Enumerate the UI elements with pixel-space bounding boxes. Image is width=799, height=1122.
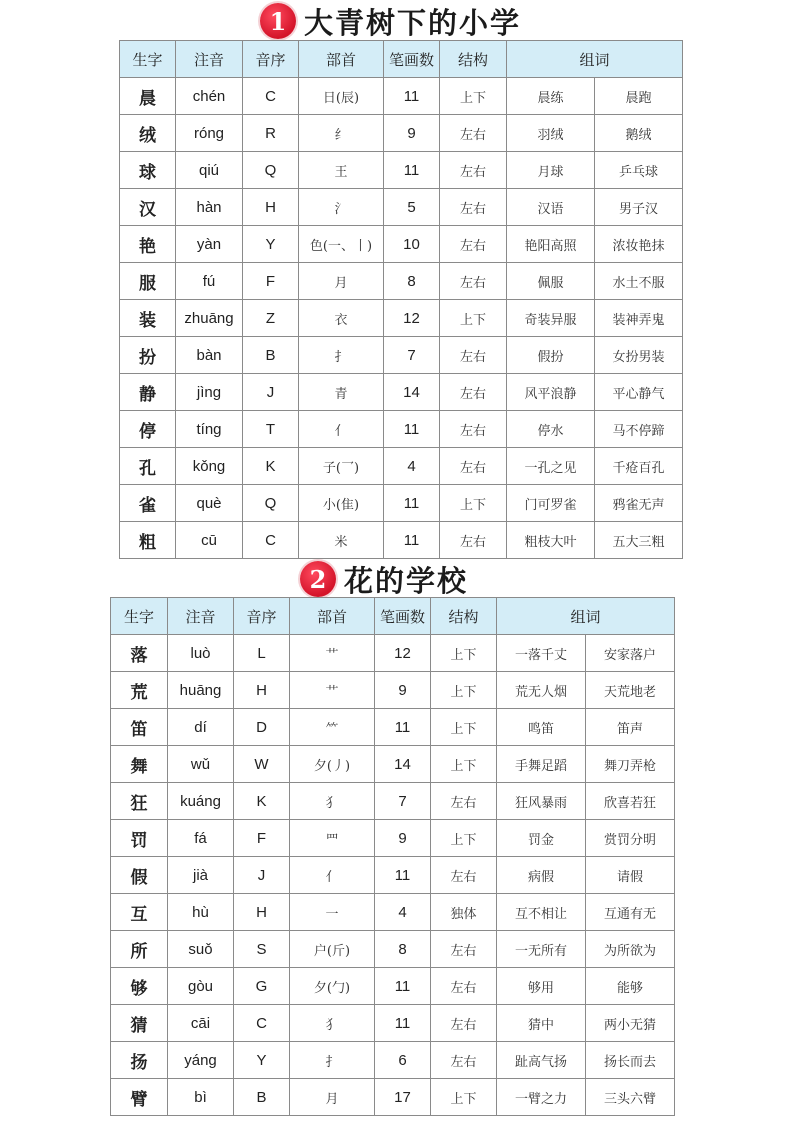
cell-word-2: 乒乓球 bbox=[595, 152, 683, 189]
cell-pinyin: yáng bbox=[168, 1042, 234, 1079]
cell-order: B bbox=[243, 337, 299, 374]
cell-char: 罚 bbox=[111, 820, 168, 857]
cell-char: 停 bbox=[120, 411, 176, 448]
cell-char: 够 bbox=[111, 968, 168, 1005]
header-char: 生字 bbox=[120, 41, 176, 78]
cell-pinyin: cū bbox=[176, 522, 243, 559]
table-row bbox=[120, 411, 683, 448]
cell-word-2: 五大三粗 bbox=[595, 522, 683, 559]
table-row bbox=[111, 783, 675, 820]
cell-structure: 左右 bbox=[431, 783, 497, 820]
cell-strokes: 17 bbox=[375, 1079, 431, 1116]
cell-structure: 左右 bbox=[440, 374, 507, 411]
cell-order: H bbox=[243, 189, 299, 226]
cell-structure: 左右 bbox=[440, 448, 507, 485]
cell-radical: 衣 bbox=[299, 300, 384, 337]
cell-word-1: 羽绒 bbox=[507, 115, 595, 152]
cell-radical: 犭 bbox=[290, 783, 375, 820]
cell-word-2: 安家落户 bbox=[586, 635, 675, 672]
cell-pinyin: jìng bbox=[176, 374, 243, 411]
cell-radical: 纟 bbox=[299, 115, 384, 152]
cell-strokes: 10 bbox=[384, 226, 440, 263]
cell-pinyin: tíng bbox=[176, 411, 243, 448]
header-radical: 部首 bbox=[299, 41, 384, 78]
cell-char: 臂 bbox=[111, 1079, 168, 1116]
cell-word-1: 趾高气扬 bbox=[497, 1042, 586, 1079]
cell-radical: 夕(丿) bbox=[290, 746, 375, 783]
cell-word-1: 月球 bbox=[507, 152, 595, 189]
cell-char: 狂 bbox=[111, 783, 168, 820]
cell-word-1: 粗枝大叶 bbox=[507, 522, 595, 559]
cell-order: Q bbox=[243, 152, 299, 189]
cell-pinyin: qiú bbox=[176, 152, 243, 189]
cell-order: S bbox=[234, 931, 290, 968]
cell-pinyin: kuáng bbox=[168, 783, 234, 820]
cell-pinyin: yàn bbox=[176, 226, 243, 263]
cell-order: H bbox=[234, 672, 290, 709]
cell-char: 孔 bbox=[120, 448, 176, 485]
table-row bbox=[120, 374, 683, 411]
cell-char: 艳 bbox=[120, 226, 176, 263]
cell-strokes: 11 bbox=[375, 968, 431, 1005]
cell-word-2: 装神弄鬼 bbox=[595, 300, 683, 337]
cell-pinyin: fá bbox=[168, 820, 234, 857]
cell-char: 汉 bbox=[120, 189, 176, 226]
cell-word-2: 水土不服 bbox=[595, 263, 683, 300]
table-row bbox=[120, 522, 683, 559]
cell-char: 舞 bbox=[111, 746, 168, 783]
cell-radical: 扌 bbox=[290, 1042, 375, 1079]
header-radical: 部首 bbox=[290, 598, 375, 635]
table-row bbox=[120, 263, 683, 300]
cell-word-2: 马不停蹄 bbox=[595, 411, 683, 448]
cell-word-2: 扬长而去 bbox=[586, 1042, 675, 1079]
cell-char: 猜 bbox=[111, 1005, 168, 1042]
cell-order: J bbox=[243, 374, 299, 411]
cell-order: Q bbox=[243, 485, 299, 522]
cell-structure: 左右 bbox=[431, 968, 497, 1005]
cell-structure: 左右 bbox=[440, 411, 507, 448]
cell-radical: 户(斤) bbox=[290, 931, 375, 968]
cell-strokes: 11 bbox=[384, 152, 440, 189]
cell-strokes: 8 bbox=[384, 263, 440, 300]
cell-radical: 子(乛) bbox=[299, 448, 384, 485]
cell-word-2: 赏罚分明 bbox=[586, 820, 675, 857]
cell-word-1: 鸣笛 bbox=[497, 709, 586, 746]
cell-word-1: 罚金 bbox=[497, 820, 586, 857]
header-strokes: 笔画数 bbox=[375, 598, 431, 635]
cell-structure: 独体 bbox=[431, 894, 497, 931]
table-row bbox=[120, 115, 683, 152]
table-body bbox=[120, 78, 683, 559]
cell-pinyin: bì bbox=[168, 1079, 234, 1116]
cell-word-1: 停水 bbox=[507, 411, 595, 448]
cell-radical: 米 bbox=[299, 522, 384, 559]
cell-pinyin: róng bbox=[176, 115, 243, 152]
cell-char: 落 bbox=[111, 635, 168, 672]
cell-radical: 小(隹) bbox=[299, 485, 384, 522]
cell-structure: 上下 bbox=[440, 485, 507, 522]
cell-structure: 上下 bbox=[440, 78, 507, 115]
cell-order: Y bbox=[243, 226, 299, 263]
section-title-1 bbox=[260, 2, 521, 40]
header-pinyin: 注音 bbox=[176, 41, 243, 78]
cell-pinyin: hù bbox=[168, 894, 234, 931]
cell-order: K bbox=[234, 783, 290, 820]
cell-order: Z bbox=[243, 300, 299, 337]
cell-structure: 左右 bbox=[440, 189, 507, 226]
cell-char: 装 bbox=[120, 300, 176, 337]
cell-order: C bbox=[234, 1005, 290, 1042]
header-words: 组词 bbox=[497, 598, 675, 635]
cell-char: 互 bbox=[111, 894, 168, 931]
cell-word-1: 奇装异服 bbox=[507, 300, 595, 337]
table-row bbox=[111, 857, 675, 894]
cell-word-1: 门可罗雀 bbox=[507, 485, 595, 522]
cell-radical: 氵 bbox=[299, 189, 384, 226]
cell-structure: 上下 bbox=[431, 672, 497, 709]
cell-order: F bbox=[234, 820, 290, 857]
cell-pinyin: zhuāng bbox=[176, 300, 243, 337]
header-words: 组词 bbox=[507, 41, 683, 78]
table-row bbox=[111, 1005, 675, 1042]
cell-char: 绒 bbox=[120, 115, 176, 152]
cell-pinyin: wǔ bbox=[168, 746, 234, 783]
cell-structure: 上下 bbox=[431, 635, 497, 672]
table-row bbox=[120, 337, 683, 374]
cell-pinyin: gòu bbox=[168, 968, 234, 1005]
table-row bbox=[120, 226, 683, 263]
cell-order: R bbox=[243, 115, 299, 152]
header-pinyin: 注音 bbox=[168, 598, 234, 635]
cell-char: 服 bbox=[120, 263, 176, 300]
cell-word-1: 猜中 bbox=[497, 1005, 586, 1042]
cell-word-1: 一无所有 bbox=[497, 931, 586, 968]
cell-structure: 左右 bbox=[440, 152, 507, 189]
cell-strokes: 12 bbox=[384, 300, 440, 337]
cell-order: D bbox=[234, 709, 290, 746]
cell-radical: 月 bbox=[290, 1079, 375, 1116]
cell-strokes: 4 bbox=[375, 894, 431, 931]
cell-strokes: 7 bbox=[384, 337, 440, 374]
table-row bbox=[120, 152, 683, 189]
cell-strokes: 9 bbox=[384, 115, 440, 152]
cell-strokes: 6 bbox=[375, 1042, 431, 1079]
cell-word-2: 晨跑 bbox=[595, 78, 683, 115]
cell-word-1: 荒无人烟 bbox=[497, 672, 586, 709]
cell-pinyin: huāng bbox=[168, 672, 234, 709]
cell-word-2: 男子汉 bbox=[595, 189, 683, 226]
cell-order: K bbox=[243, 448, 299, 485]
cell-strokes: 9 bbox=[375, 672, 431, 709]
cell-char: 球 bbox=[120, 152, 176, 189]
cell-pinyin: hàn bbox=[176, 189, 243, 226]
section-number-badge: 1 bbox=[260, 3, 296, 39]
cell-strokes: 12 bbox=[375, 635, 431, 672]
cell-word-2: 女扮男装 bbox=[595, 337, 683, 374]
cell-char: 笛 bbox=[111, 709, 168, 746]
table-row bbox=[111, 820, 675, 857]
table-row bbox=[111, 1079, 675, 1116]
cell-strokes: 8 bbox=[375, 931, 431, 968]
cell-word-1: 一落千丈 bbox=[497, 635, 586, 672]
header-strokes: 笔画数 bbox=[384, 41, 440, 78]
cell-pinyin: suǒ bbox=[168, 931, 234, 968]
cell-word-2: 欣喜若狂 bbox=[586, 783, 675, 820]
cell-word-1: 一臂之力 bbox=[497, 1079, 586, 1116]
cell-radical: 王 bbox=[299, 152, 384, 189]
cell-word-2: 为所欲为 bbox=[586, 931, 675, 968]
cell-word-1: 手舞足蹈 bbox=[497, 746, 586, 783]
cell-structure: 左右 bbox=[431, 931, 497, 968]
table-row bbox=[120, 189, 683, 226]
cell-strokes: 14 bbox=[384, 374, 440, 411]
cell-order: H bbox=[234, 894, 290, 931]
cell-word-1: 够用 bbox=[497, 968, 586, 1005]
table-row bbox=[111, 968, 675, 1005]
cell-radical: ⺮ bbox=[290, 709, 375, 746]
cell-pinyin: cāi bbox=[168, 1005, 234, 1042]
cell-strokes: 11 bbox=[375, 857, 431, 894]
cell-word-2: 平心静气 bbox=[595, 374, 683, 411]
cell-word-2: 天荒地老 bbox=[586, 672, 675, 709]
cell-order: J bbox=[234, 857, 290, 894]
cell-char: 雀 bbox=[120, 485, 176, 522]
cell-char: 扮 bbox=[120, 337, 176, 374]
cell-structure: 上下 bbox=[440, 300, 507, 337]
cell-word-2: 能够 bbox=[586, 968, 675, 1005]
cell-pinyin: dí bbox=[168, 709, 234, 746]
cell-strokes: 11 bbox=[384, 411, 440, 448]
cell-structure: 左右 bbox=[431, 1005, 497, 1042]
table-header-row bbox=[111, 598, 675, 635]
cell-word-2: 互通有无 bbox=[586, 894, 675, 931]
cell-order: B bbox=[234, 1079, 290, 1116]
cell-order: C bbox=[243, 522, 299, 559]
cell-pinyin: què bbox=[176, 485, 243, 522]
cell-word-1: 狂风暴雨 bbox=[497, 783, 586, 820]
table-row bbox=[111, 894, 675, 931]
cell-radical: 扌 bbox=[299, 337, 384, 374]
table-row bbox=[111, 1042, 675, 1079]
header-structure: 结构 bbox=[440, 41, 507, 78]
cell-word-2: 请假 bbox=[586, 857, 675, 894]
cell-strokes: 14 bbox=[375, 746, 431, 783]
cell-radical: 日(辰) bbox=[299, 78, 384, 115]
cell-char: 所 bbox=[111, 931, 168, 968]
cell-order: W bbox=[234, 746, 290, 783]
cell-strokes: 7 bbox=[375, 783, 431, 820]
cell-radical: 罒 bbox=[290, 820, 375, 857]
cell-word-1: 假扮 bbox=[507, 337, 595, 374]
cell-word-2: 笛声 bbox=[586, 709, 675, 746]
section-title-text: 大青树下的小学 bbox=[304, 5, 522, 40]
cell-structure: 左右 bbox=[440, 337, 507, 374]
header-order: 音序 bbox=[234, 598, 290, 635]
cell-word-2: 千疮百孔 bbox=[595, 448, 683, 485]
cell-strokes: 11 bbox=[375, 1005, 431, 1042]
cell-radical: 艹 bbox=[290, 672, 375, 709]
table-row bbox=[111, 672, 675, 709]
cell-word-2: 两小无猜 bbox=[586, 1005, 675, 1042]
cell-word-2: 三头六臂 bbox=[586, 1079, 675, 1116]
table-header-row bbox=[120, 41, 683, 78]
cell-strokes: 11 bbox=[384, 522, 440, 559]
table-row bbox=[120, 448, 683, 485]
cell-word-1: 佩服 bbox=[507, 263, 595, 300]
cell-structure: 左右 bbox=[440, 263, 507, 300]
cell-structure: 上下 bbox=[431, 709, 497, 746]
cell-char: 静 bbox=[120, 374, 176, 411]
table-row bbox=[111, 746, 675, 783]
cell-radical: 犭 bbox=[290, 1005, 375, 1042]
cell-structure: 左右 bbox=[440, 115, 507, 152]
section-number-badge: 2 bbox=[300, 561, 336, 597]
cell-char: 扬 bbox=[111, 1042, 168, 1079]
cell-pinyin: chén bbox=[176, 78, 243, 115]
cell-pinyin: fú bbox=[176, 263, 243, 300]
cell-structure: 上下 bbox=[431, 746, 497, 783]
cell-word-2: 鸦雀无声 bbox=[595, 485, 683, 522]
cell-radical: 青 bbox=[299, 374, 384, 411]
table-row bbox=[120, 78, 683, 115]
cell-structure: 左右 bbox=[431, 1042, 497, 1079]
section-title-2 bbox=[300, 560, 468, 598]
cell-char: 粗 bbox=[120, 522, 176, 559]
cell-char: 晨 bbox=[120, 78, 176, 115]
table-row bbox=[111, 709, 675, 746]
vocabulary-table-1 bbox=[119, 40, 683, 559]
cell-structure: 左右 bbox=[431, 857, 497, 894]
cell-word-1: 病假 bbox=[497, 857, 586, 894]
cell-radical: 亻 bbox=[290, 857, 375, 894]
cell-word-1: 汉语 bbox=[507, 189, 595, 226]
header-structure: 结构 bbox=[431, 598, 497, 635]
cell-word-2: 舞刀弄枪 bbox=[586, 746, 675, 783]
cell-word-1: 互不相让 bbox=[497, 894, 586, 931]
table-body bbox=[111, 635, 675, 1116]
cell-order: L bbox=[234, 635, 290, 672]
cell-char: 假 bbox=[111, 857, 168, 894]
cell-order: G bbox=[234, 968, 290, 1005]
cell-strokes: 5 bbox=[384, 189, 440, 226]
header-char: 生字 bbox=[111, 598, 168, 635]
header-order: 音序 bbox=[243, 41, 299, 78]
cell-pinyin: kǒng bbox=[176, 448, 243, 485]
cell-strokes: 11 bbox=[384, 485, 440, 522]
cell-order: T bbox=[243, 411, 299, 448]
cell-word-2: 鹅绒 bbox=[595, 115, 683, 152]
cell-radical: 亻 bbox=[299, 411, 384, 448]
cell-char: 荒 bbox=[111, 672, 168, 709]
cell-word-2: 浓妆艳抹 bbox=[595, 226, 683, 263]
section-title-text: 花的学校 bbox=[344, 563, 469, 598]
cell-structure: 上下 bbox=[431, 820, 497, 857]
cell-order: Y bbox=[234, 1042, 290, 1079]
cell-structure: 左右 bbox=[440, 226, 507, 263]
cell-order: F bbox=[243, 263, 299, 300]
table-row bbox=[120, 300, 683, 337]
cell-strokes: 11 bbox=[375, 709, 431, 746]
cell-word-1: 晨练 bbox=[507, 78, 595, 115]
cell-strokes: 11 bbox=[384, 78, 440, 115]
vocabulary-table-2 bbox=[110, 597, 675, 1116]
cell-strokes: 9 bbox=[375, 820, 431, 857]
cell-radical: 夕(勹) bbox=[290, 968, 375, 1005]
table-row bbox=[111, 635, 675, 672]
cell-word-1: 一孔之见 bbox=[507, 448, 595, 485]
cell-pinyin: luò bbox=[168, 635, 234, 672]
cell-word-1: 风平浪静 bbox=[507, 374, 595, 411]
cell-radical: 一 bbox=[290, 894, 375, 931]
table-row bbox=[111, 931, 675, 968]
cell-pinyin: bàn bbox=[176, 337, 243, 374]
cell-structure: 上下 bbox=[431, 1079, 497, 1116]
cell-order: C bbox=[243, 78, 299, 115]
table-row bbox=[120, 485, 683, 522]
cell-radical: 艹 bbox=[290, 635, 375, 672]
cell-strokes: 4 bbox=[384, 448, 440, 485]
cell-word-1: 艳阳高照 bbox=[507, 226, 595, 263]
cell-pinyin: jià bbox=[168, 857, 234, 894]
cell-radical: 色(一、丨) bbox=[299, 226, 384, 263]
cell-structure: 左右 bbox=[440, 522, 507, 559]
cell-radical: 月 bbox=[299, 263, 384, 300]
